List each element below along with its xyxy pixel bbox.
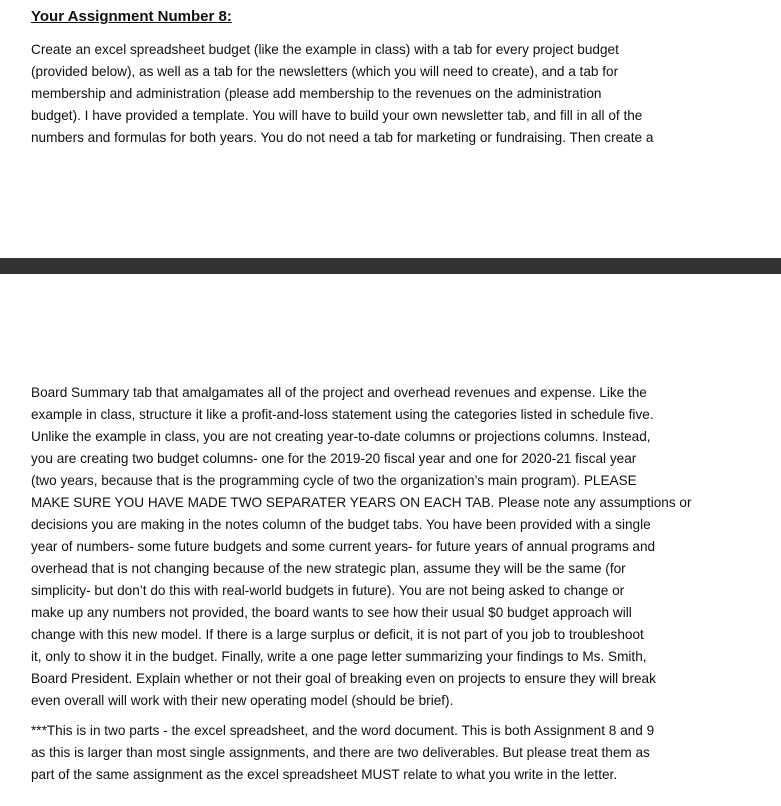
paragraph-2-line: simplicity- but don’t do this with real-world budgets in future). You are not being asked to change or bbox=[31, 583, 625, 598]
paragraph-2-line: decisions you are making in the notes column of the budget tabs. You have been provided with a single bbox=[31, 517, 651, 532]
paragraph-2-line: even overall will work with their new operating model (should be brief). bbox=[31, 693, 454, 708]
document-page-bottom bbox=[0, 274, 781, 806]
page-break-divider bbox=[0, 258, 781, 274]
paragraph-1-line: Create an excel spreadsheet budget (like the example in class) with a tab for every project budget bbox=[31, 42, 619, 57]
paragraph-2-line: Board President. Explain whether or not their goal of breaking even on projects to ensure they will break bbox=[31, 671, 656, 686]
paragraph-1-line: numbers and formulas for both years. You do not need a tab for marketing or fundraising. Then create a bbox=[31, 130, 654, 145]
paragraph-2-line: make up any numbers not provided, the board wants to see how their usual $0 budget approach will bbox=[31, 605, 632, 620]
paragraph-3-line: part of the same assignment as the excel spreadsheet MUST relate to what you write in the letter. bbox=[31, 767, 618, 782]
paragraph-2-line: overhead that is not changing because of the new strategic plan, assume they will be the same (for bbox=[31, 561, 626, 576]
paragraph-2-line: example in class, structure it like a profit-and-loss statement using the categories listed in schedule five. bbox=[31, 407, 654, 422]
paragraph-2-line: year of numbers- some future budgets and some current years- for future years of annual programs and bbox=[31, 539, 656, 554]
paragraph-1-line: budget). I have provided a template. You will have to build your own newsletter tab, and fill in all of the bbox=[31, 108, 643, 123]
paragraph-2-line: Unlike the example in class, you are not creating year-to-date columns or projections columns. Instead, bbox=[31, 429, 651, 444]
paragraph-2-line: MAKE SURE YOU HAVE MADE TWO SEPARATER YEARS ON EACH TAB. Please note any assumptions or bbox=[31, 495, 692, 510]
assignment-heading: Your Assignment Number 8: bbox=[31, 8, 232, 25]
paragraph-1 bbox=[31, 39, 761, 149]
paragraph-3 bbox=[31, 720, 761, 786]
paragraph-1-line: (provided below), as well as a tab for the newsletters (which you will need to create), and a tab for bbox=[31, 64, 619, 79]
document-page-top bbox=[0, 0, 781, 258]
paragraph-3-line: as this is larger than most single assignments, and there are two deliverables. But please treat them as bbox=[31, 745, 650, 760]
paragraph-3-line: ***This is in two parts - the excel spreadsheet, and the word document. This is both Assignment 8 and 9 bbox=[31, 723, 655, 738]
paragraph-1-line: membership and administration (please add membership to the revenues on the administration bbox=[31, 86, 602, 101]
paragraph-2-line: Board Summary tab that amalgamates all of the project and overhead revenues and expense. Like the bbox=[31, 385, 647, 400]
paragraph-2-line: it, only to show it in the budget. Finally, write a one page letter summarizing your findings to Ms. Smith, bbox=[31, 649, 647, 664]
paragraph-2-line: change with this new model. If there is a large surplus or deficit, it is not part of you job to troubleshoot bbox=[31, 627, 644, 642]
paragraph-2-line: you are creating two budget columns- one for the 2019-20 fiscal year and one for 2020-21 fiscal year bbox=[31, 451, 637, 466]
paragraph-2-line: (two years, because that is the programming cycle of two the organization’s main program). PLEASE bbox=[31, 473, 637, 488]
paragraph-2 bbox=[31, 382, 761, 712]
